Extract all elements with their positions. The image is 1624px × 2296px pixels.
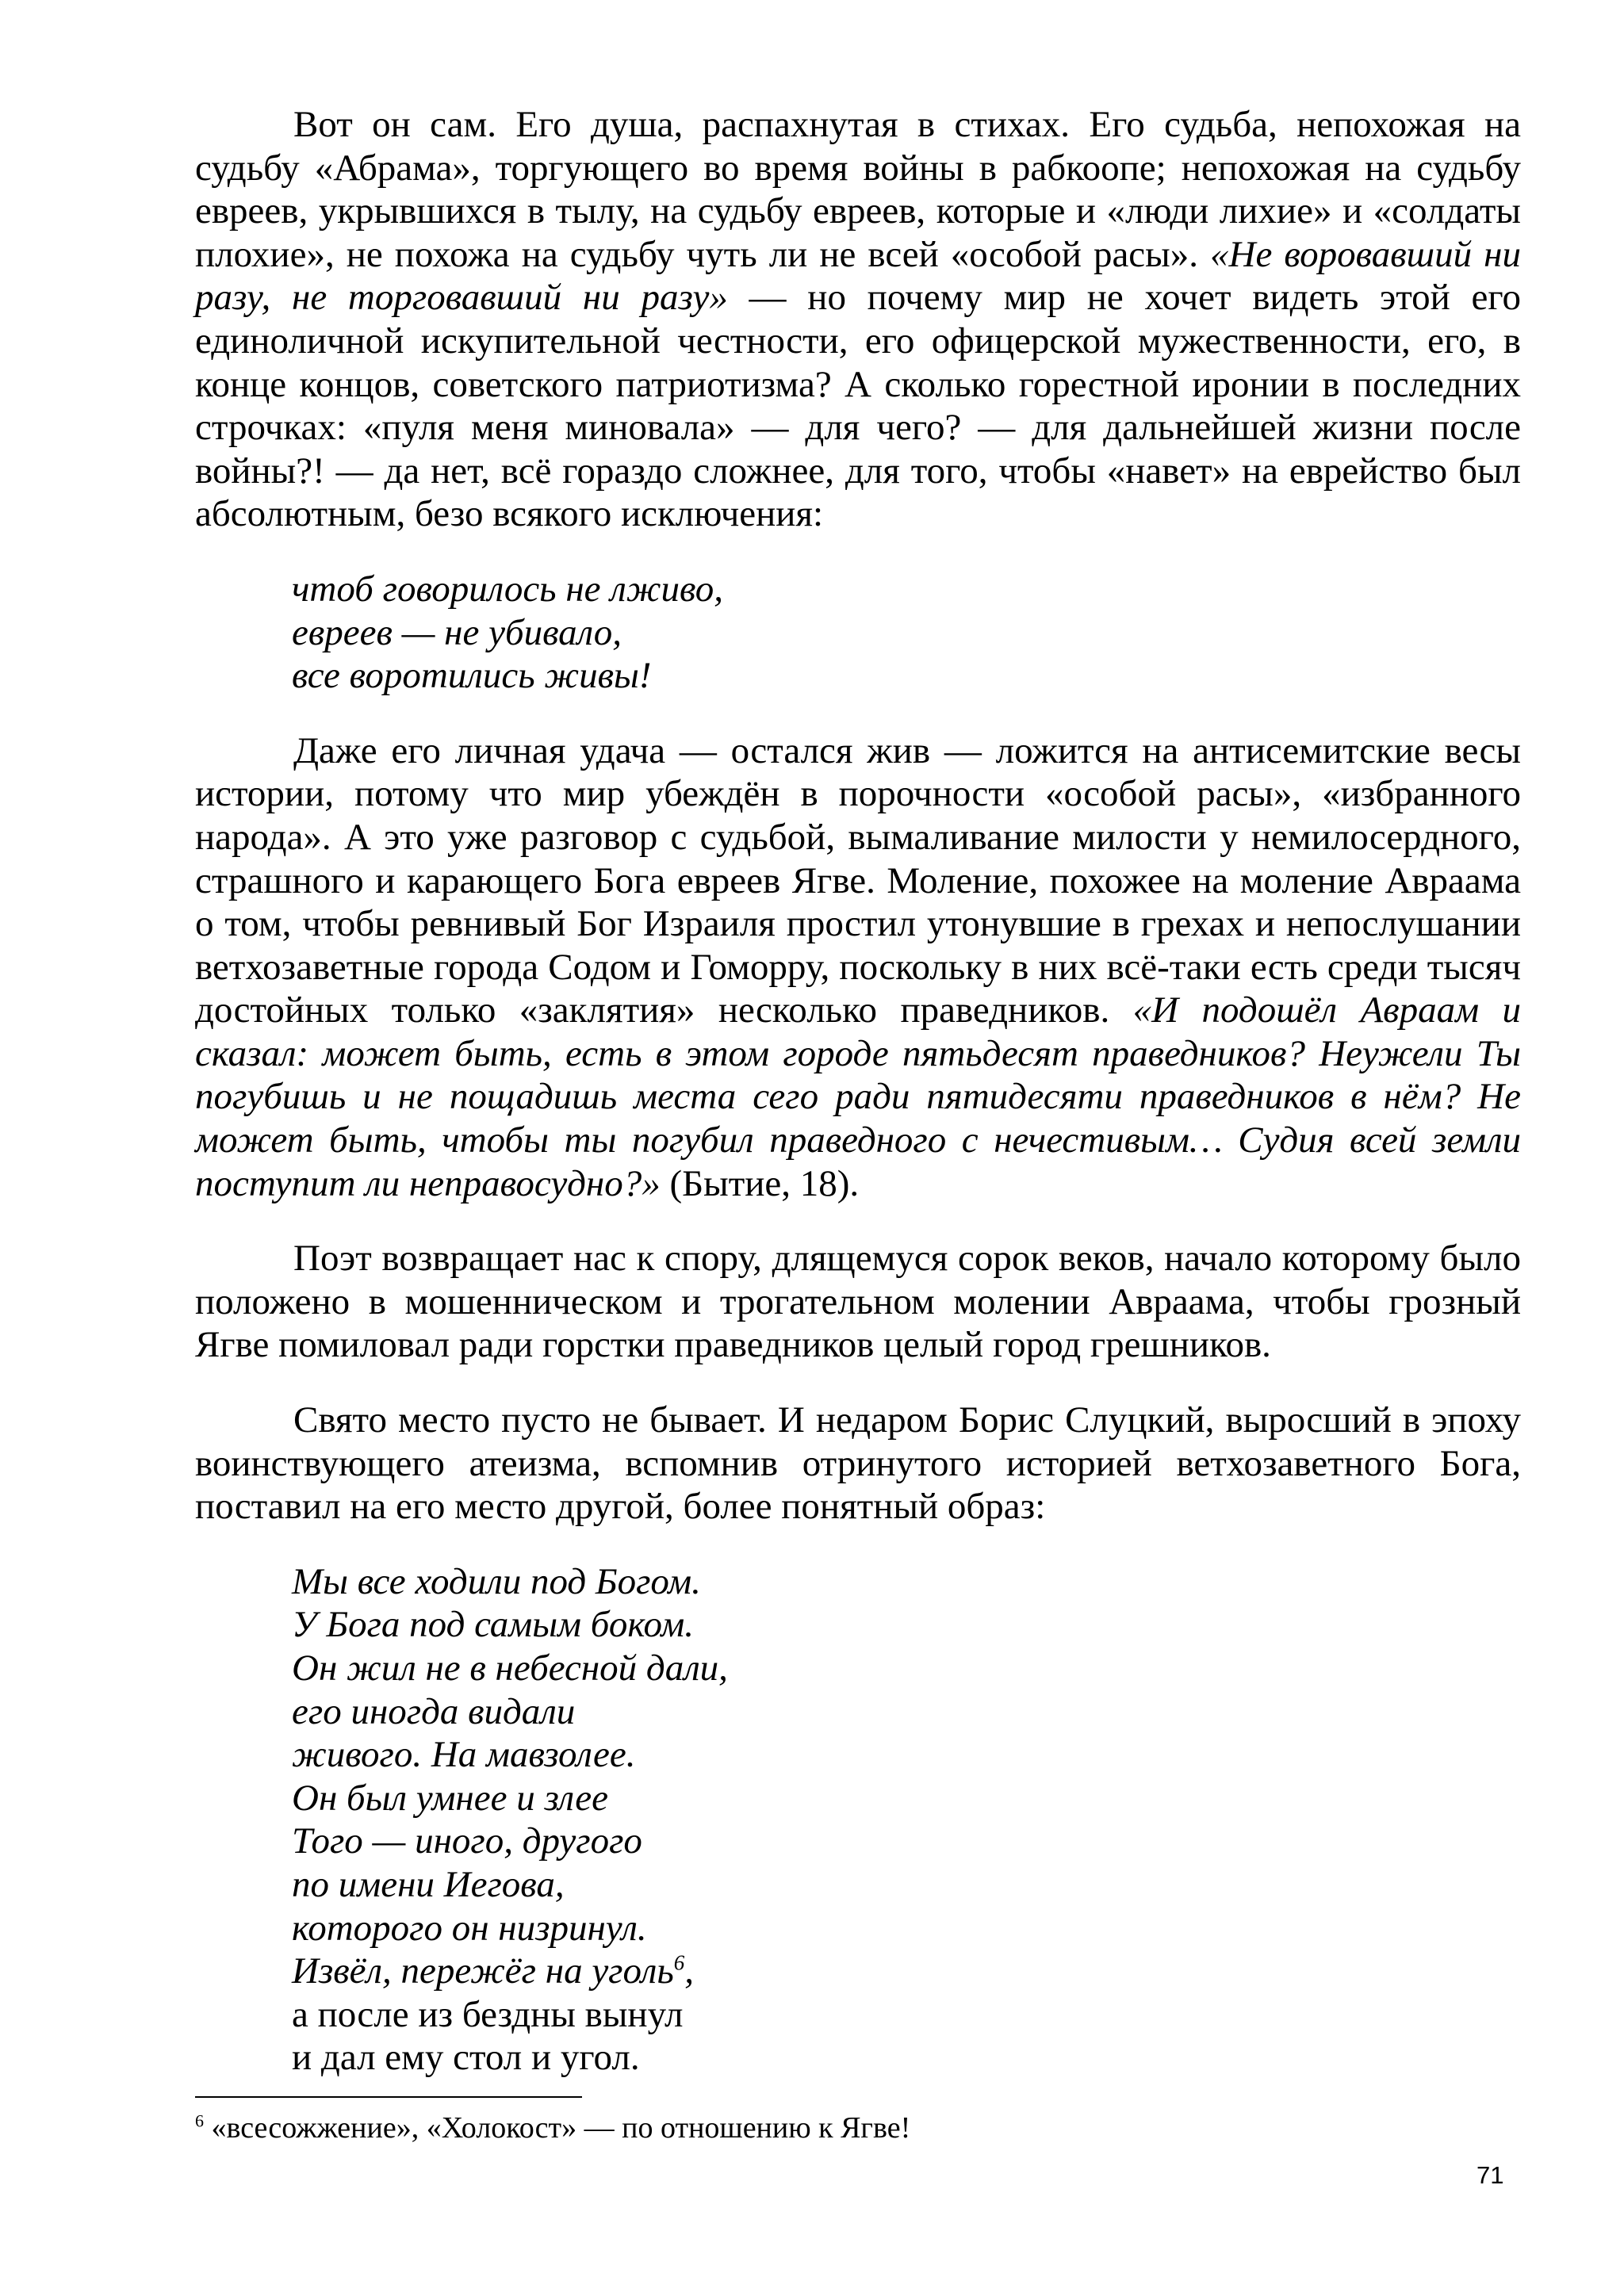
verse-2-line: и дал ему стол и угол. <box>292 2037 640 2079</box>
verse-2-line: Он жил не в небесной дали, <box>292 1647 728 1689</box>
verse-2-line: которого он низринул. <box>292 1907 647 1949</box>
verse-2 <box>292 1560 1521 2080</box>
main-text <box>195 103 1521 2111</box>
footnote-number: 6 <box>195 2110 204 2131</box>
verse-2-line: У Бога под самым боком. <box>292 1604 694 1646</box>
verse-1-line: евреев — не убивало, <box>292 611 622 653</box>
page-number: 71 <box>1477 2161 1504 2189</box>
paragraph-2-quote: «И подошёл Авраам и сказал: может быть, есть в этом городе пятьдесят праведников? Неужели Ты погубишь и не пощадишь места сего ради пятидесяти праведников в нём? Не может быть, чтобы ты погубил праведного с нечестивым… Судия всей земли поступит ли неправосудно?» <box>195 989 1521 1204</box>
paragraph-2 <box>195 729 1521 1206</box>
paragraph-1-text-a: Вот он сам. Его душа, распахнутая в стихах. Его судьба, непохожая на судьбу «Абрама», торгующего во время войны в рабкоопе; непохожая на судьбу евреев, укрывшихся в тылу, на судьбу евреев, которые и «люди лихие» и «солдаты плохие», не похожа на судьбу чуть ли не всей «особой расы». <box>195 104 1521 275</box>
footnote-reference[interactable]: 6 <box>673 1950 685 1975</box>
verse-2-line-text: Извёл, пережёг на уголь <box>292 1950 674 1992</box>
paragraph-2-text-a: Даже его личная удача — остался жив — ложится на антисемитские весы истории, потому что мир убеждён в порочности «особой расы», «избранного народа». А это уже разговор с судьбой, вымаливание милости у немилосердного, страшного и карающего Бога евреев Ягве. Моление, похожее на моление Авраама о том, чтобы ревнивый Бог Израиля простил утонувшие в грехах и непослушании ветхозаветные города Содом и Гоморру, поскольку в них всё-таки есть среди тысяч достойных только «заклятия» несколько праведников. <box>195 729 1521 1031</box>
verse-2-line: живого. На мавзолее. <box>292 1734 636 1776</box>
footnote-text: «всесожжение», «Холокост» — по отношению к Ягве! <box>204 2111 911 2145</box>
verse-2-line: его иногда видали <box>292 1690 576 1732</box>
paragraph-1 <box>195 103 1521 536</box>
verse-2-line: Того — иного, другого <box>292 1820 642 1862</box>
verse-2-line: а после из бездны вынул <box>292 1993 684 2035</box>
verse-2-line: Мы все ходили под Богом. <box>292 1560 701 1602</box>
paragraph-1-text-b: — но почему мир не хочет видеть этой его единоличной искупительной честности, его офицерской мужественности, его, в конце концов, советского патриотизма? А сколько горестной иронии в последних строчках: «пуля меня миновала» — для чего? — для дальнейшей жизни после войны?! — да нет, всё гораздо сложнее, для того, чтобы «навет» на еврейство был абсолютным, безо всякого исключения: <box>195 277 1521 535</box>
verse-1-line: чтоб говорилось не лживо, <box>292 568 723 610</box>
footnote-divider <box>195 2096 582 2098</box>
verse-2-line: по имени Иегова, <box>292 1863 565 1905</box>
paragraph-1-quote: «Не воровавший ни разу, не торговавший ни разу» <box>195 233 1521 319</box>
footnote <box>195 2110 910 2145</box>
verse-1-line: все воротились живы! <box>292 655 652 697</box>
paragraph-2-citation: (Бытие, 18). <box>660 1162 860 1204</box>
verse-1 <box>292 568 1521 698</box>
paragraph-3: Поэт возвращает нас к спору, длящемуся сорок веков, начало которому было положено в мошенническом и трогательном молении Авраама, чтобы грозный Ягве помиловал ради горстки праведников целый город грешников. <box>195 1238 1521 1366</box>
verse-2-line-with-footnote <box>292 1950 1521 1993</box>
verse-2-line: Он был умнее и злее <box>292 1777 608 1819</box>
verse-2-line-punct: , <box>684 1950 694 1992</box>
paragraph-4: Свято место пусто не бывает. И недаром Борис Слуцкий, выросший в эпоху воинствующего атеизма, вспомнив отринутого историей ветхозаветного Бога, поставил на его место другой, более понятный образ: <box>195 1399 1521 1528</box>
